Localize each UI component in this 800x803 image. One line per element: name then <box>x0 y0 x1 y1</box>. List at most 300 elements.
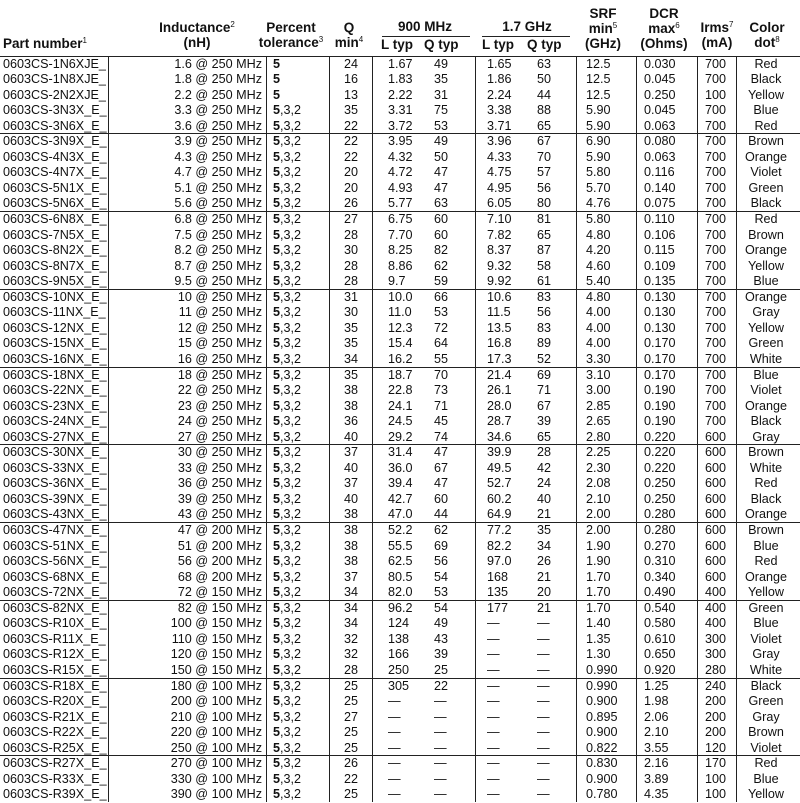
part-number-cell: 0603CS-15NX_E_ <box>3 336 107 351</box>
column-separator <box>329 56 330 802</box>
srf-cell: 4.20 <box>586 243 611 258</box>
irms-cell: 400 <box>705 600 727 615</box>
q-min-cell: 22 <box>343 118 358 133</box>
q-typ-17-cell: — <box>537 616 550 631</box>
l-typ-900-cell: 52.2 <box>388 523 413 537</box>
q-typ-17-cell: 71 <box>537 383 552 398</box>
l-typ-900-cell: 305 <box>388 678 410 693</box>
tolerance-bold-value: 5 <box>273 351 281 366</box>
l-typ-900-cell: 2.22 <box>388 87 413 102</box>
color-dot-cell: Orange <box>744 398 787 413</box>
color-dot-cell: Yellow <box>748 787 784 802</box>
inductance-cell: 68 @ 200 MHz <box>177 569 262 584</box>
tolerance-bold-value: 5 <box>273 491 281 506</box>
tolerance-bold-value: 5 <box>273 383 281 398</box>
l-typ-900-cell: 82.0 <box>388 585 413 600</box>
color-dot-cell: Red <box>754 476 778 491</box>
part-number-cell: 0603CS-R20X_E_ <box>3 694 107 709</box>
q-min-cell: 26 <box>343 196 358 211</box>
srf-cell: 5.90 <box>586 149 611 164</box>
tolerance-bold-value: 5 <box>273 243 281 258</box>
part-number-cell: 0603CS-1N6XJE_ <box>3 56 106 71</box>
irms-cell: 700 <box>705 243 727 258</box>
l-typ-17-cell: 2.24 <box>487 87 512 102</box>
irms-cell: 100 <box>705 771 727 786</box>
tolerance-extra-values: ,3,2 <box>280 274 302 289</box>
tolerance-extra-values: ,3,2 <box>280 445 302 460</box>
color-dot-cell: Violet <box>750 383 782 398</box>
table-row <box>0 57 800 73</box>
l-typ-900-cell: 22.8 <box>388 383 413 398</box>
q-typ-900-cell: — <box>434 787 447 802</box>
header-color-dot: Color dot$^8$ <box>749 20 785 50</box>
srf-cell: 4.80 <box>586 227 611 242</box>
table-row <box>0 383 800 399</box>
tolerance-extra-values: ,3,2 <box>280 227 302 242</box>
tolerance-bold-value: 5 <box>273 678 281 693</box>
irms-cell: 600 <box>705 460 727 475</box>
part-number-cell: 0603CS-72NX_E_ <box>3 585 107 600</box>
srf-cell: 1.70 <box>586 569 611 584</box>
color-dot-cell: Blue <box>753 274 779 289</box>
irms-cell: 400 <box>705 616 727 631</box>
part-number-cell: 0603CS-R27X_E_ <box>3 756 107 771</box>
color-dot-cell: Green <box>748 180 784 195</box>
dcr-cell: 2.06 <box>644 709 669 724</box>
q-min-cell: 25 <box>343 678 358 693</box>
srf-cell: 0.895 <box>586 709 618 724</box>
tolerance-bold-value: 5 <box>273 460 281 475</box>
table-row <box>0 585 800 601</box>
srf-cell: 0.780 <box>586 787 618 802</box>
dcr-cell: 0.490 <box>644 585 676 600</box>
dcr-cell: 1.98 <box>644 694 669 709</box>
table-row <box>0 756 800 772</box>
tolerance-extra-values: ,3,2 <box>280 554 302 569</box>
tolerance-bold-value: 5 <box>273 538 281 553</box>
q-typ-900-cell: 70 <box>434 367 449 382</box>
srf-cell: 2.08 <box>586 476 611 491</box>
q-typ-900-cell: 60 <box>434 212 449 226</box>
part-number-cell: 0603CS-R10X_E_ <box>3 616 107 631</box>
l-typ-17-cell: 21.4 <box>487 367 512 382</box>
dcr-cell: 0.920 <box>644 662 676 677</box>
srf-cell: 5.90 <box>586 103 611 118</box>
inductance-cell: 150 @ 150 MHz <box>170 662 262 677</box>
tolerance-cell <box>273 259 301 275</box>
dcr-cell: 0.250 <box>644 476 676 491</box>
l-typ-900-cell: 24.1 <box>388 398 413 413</box>
tolerance-extra-values: ,3,2 <box>280 507 302 522</box>
irms-cell: 100 <box>705 787 727 802</box>
tolerance-bold-value: 5 <box>273 445 281 460</box>
irms-cell: 700 <box>705 414 727 429</box>
l-typ-17-cell: — <box>487 616 500 631</box>
dcr-cell: 0.130 <box>644 289 676 304</box>
tolerance-bold-value: 5 <box>273 367 281 382</box>
inductance-cell: 390 @ 100 MHz <box>170 787 262 802</box>
l-typ-17-cell: 1.65 <box>487 56 512 71</box>
part-number-cell: 0603CS-2N2XJE_ <box>3 87 106 102</box>
dcr-cell: 0.106 <box>644 227 676 242</box>
inductance-cell: 250 @ 100 MHz <box>170 740 262 755</box>
q-typ-900-cell: 82 <box>434 243 449 258</box>
q-typ-17-cell: — <box>537 678 550 693</box>
l-typ-17-cell: 82.2 <box>487 538 512 553</box>
srf-cell: 5.40 <box>586 274 611 289</box>
tolerance-extra-values: ,3,2 <box>280 165 302 180</box>
part-number-cell: 0603CS-12NX_E_ <box>3 320 107 335</box>
table-row <box>0 259 800 275</box>
q-min-cell: 34 <box>343 616 358 631</box>
tolerance-cell <box>273 321 301 337</box>
q-typ-900-cell: — <box>434 725 447 740</box>
irms-cell: 700 <box>705 305 727 320</box>
color-dot-cell: Violet <box>750 631 782 646</box>
srf-cell: 0.830 <box>586 756 618 771</box>
l-typ-17-cell: 6.05 <box>487 196 512 211</box>
inductance-cell: 180 @ 100 MHz <box>170 678 262 693</box>
l-typ-17-cell: 135 <box>487 585 509 600</box>
irms-cell: 400 <box>705 585 727 600</box>
dcr-cell: 0.063 <box>644 118 676 133</box>
q-typ-900-cell: — <box>434 740 447 755</box>
irms-cell: 700 <box>705 165 727 180</box>
l-typ-17-cell: 26.1 <box>487 383 512 398</box>
inductance-cell: 1.8 @ 250 MHz <box>174 72 262 87</box>
q-min-cell: 34 <box>343 351 358 366</box>
header-900-q-typ: Q typ <box>424 37 459 52</box>
srf-cell: 4.00 <box>586 320 611 335</box>
q-typ-900-cell: 43 <box>434 631 449 646</box>
srf-cell: 0.822 <box>586 740 618 755</box>
q-typ-17-cell: 80 <box>537 196 552 211</box>
tolerance-bold-value: 5 <box>273 196 281 211</box>
l-typ-900-cell: 24.5 <box>388 414 413 429</box>
q-typ-17-cell: 69 <box>537 367 552 382</box>
tolerance-extra-values: ,3,2 <box>280 694 302 709</box>
q-typ-900-cell: 60 <box>434 227 449 242</box>
tolerance-cell <box>273 165 301 181</box>
inductance-cell: 30 @ 250 MHz <box>177 445 262 460</box>
q-typ-900-cell: 72 <box>434 320 449 335</box>
srf-cell: 0.900 <box>586 694 618 709</box>
tolerance-cell <box>273 554 301 570</box>
table-row <box>0 290 800 306</box>
l-typ-900-cell: 3.95 <box>388 134 413 149</box>
tolerance-extra-values: ,3,2 <box>280 538 302 553</box>
color-dot-cell: Brown <box>748 445 784 460</box>
q-typ-17-cell: 67 <box>537 134 552 149</box>
q-min-cell: 38 <box>343 507 358 522</box>
table-row <box>0 274 800 290</box>
q-typ-900-cell: 45 <box>434 414 449 429</box>
l-typ-17-cell: 7.10 <box>487 212 512 226</box>
part-number-cell: 0603CS-4N7X_E_ <box>3 165 107 180</box>
q-typ-17-cell: 44 <box>537 87 552 102</box>
q-typ-900-cell: 53 <box>434 305 449 320</box>
irms-cell: 700 <box>705 351 727 366</box>
q-min-cell: 37 <box>343 569 358 584</box>
tolerance-bold-value: 5 <box>273 274 281 289</box>
inductance-cell: 8.2 @ 250 MHz <box>174 243 262 258</box>
q-typ-900-cell: 25 <box>434 662 449 677</box>
tolerance-cell <box>273 694 301 710</box>
q-typ-900-cell: 56 <box>434 554 449 569</box>
tolerance-cell <box>273 212 301 228</box>
table-row <box>0 601 800 617</box>
l-typ-17-cell: 9.92 <box>487 274 512 289</box>
inductance-cell: 100 @ 150 MHz <box>170 616 262 631</box>
srf-cell: 2.00 <box>586 507 611 522</box>
l-typ-900-cell: 1.67 <box>388 56 413 71</box>
table-row <box>0 228 800 244</box>
srf-cell: 12.5 <box>586 87 611 102</box>
part-number-cell: 0603CS-R25X_E_ <box>3 740 107 755</box>
q-typ-900-cell: 74 <box>434 429 449 444</box>
header-inductance: Inductance$^2$ (nH) <box>159 20 235 50</box>
q-typ-900-cell: 49 <box>434 134 449 149</box>
tolerance-cell <box>273 399 301 415</box>
row-group-separator <box>0 211 800 212</box>
column-separator <box>736 56 737 802</box>
dcr-cell: 0.075 <box>644 196 676 211</box>
table-row <box>0 88 800 104</box>
q-typ-17-cell: 67 <box>537 398 552 413</box>
dcr-cell: 0.190 <box>644 398 676 413</box>
l-typ-900-cell: — <box>388 709 401 724</box>
part-number-cell: 0603CS-56NX_E_ <box>3 554 107 569</box>
color-dot-cell: Orange <box>744 569 787 584</box>
table-row <box>0 212 800 228</box>
q-min-cell: 35 <box>343 103 358 118</box>
tolerance-extra-values: ,3,2 <box>280 569 302 584</box>
table-row <box>0 305 800 321</box>
tolerance-cell <box>273 492 301 508</box>
q-typ-17-cell: 61 <box>537 274 552 289</box>
srf-cell: 1.70 <box>586 600 611 615</box>
inductance-cell: 43 @ 250 MHz <box>177 507 262 522</box>
q-typ-900-cell: 47 <box>434 180 449 195</box>
l-typ-17-cell: — <box>487 631 500 646</box>
srf-cell: 4.80 <box>586 289 611 304</box>
irms-cell: 600 <box>705 507 727 522</box>
q-typ-900-cell: 53 <box>434 585 449 600</box>
tolerance-extra-values: ,3,2 <box>280 383 302 398</box>
l-typ-17-cell: 3.71 <box>487 118 512 133</box>
l-typ-17-cell: 3.38 <box>487 103 512 118</box>
q-typ-17-cell: — <box>537 631 550 646</box>
inductance-cell: 5.6 @ 250 MHz <box>174 196 262 211</box>
part-number-cell: 0603CS-R12X_E_ <box>3 647 107 662</box>
dcr-cell: 0.540 <box>644 600 676 615</box>
tolerance-bold-value: 5 <box>273 631 281 646</box>
l-typ-17-cell: 52.7 <box>487 476 512 491</box>
l-typ-900-cell: 6.75 <box>388 212 413 226</box>
irms-cell: 170 <box>705 756 727 771</box>
l-typ-17-cell: 4.33 <box>487 149 512 164</box>
color-dot-cell: Black <box>750 196 782 211</box>
irms-cell: 600 <box>705 554 727 569</box>
part-number-cell: 0603CS-4N3X_E_ <box>3 149 107 164</box>
inductance-cell: 4.3 @ 250 MHz <box>174 149 262 164</box>
q-typ-17-cell: 28 <box>537 445 552 460</box>
q-typ-900-cell: 59 <box>434 274 449 289</box>
q-typ-17-cell: 52 <box>537 351 552 366</box>
q-min-cell: 27 <box>343 709 358 724</box>
row-group-separator <box>0 367 800 368</box>
q-typ-900-cell: — <box>434 694 447 709</box>
l-typ-17-cell: 77.2 <box>487 523 512 537</box>
l-typ-17-cell: 49.5 <box>487 460 512 475</box>
tolerance-bold-value: 5 <box>273 180 281 195</box>
l-typ-900-cell: — <box>388 756 401 771</box>
tolerance-bold-value: 5 <box>273 725 281 740</box>
part-number-cell: 0603CS-R39X_E_ <box>3 787 107 802</box>
l-typ-17-cell: 168 <box>487 569 509 584</box>
q-typ-900-cell: 47 <box>434 476 449 491</box>
column-separator <box>372 56 373 802</box>
irms-cell: 600 <box>705 523 727 537</box>
l-typ-900-cell: 3.31 <box>388 103 413 118</box>
l-typ-17-cell: 3.96 <box>487 134 512 149</box>
q-typ-900-cell: 73 <box>434 383 449 398</box>
tolerance-cell <box>273 103 301 119</box>
table-row <box>0 368 800 384</box>
q-typ-17-cell: — <box>537 647 550 662</box>
column-separator <box>697 56 698 802</box>
tolerance-cell <box>273 647 301 663</box>
q-typ-900-cell: 62 <box>434 258 449 273</box>
tolerance-extra-values: ,3,2 <box>280 771 302 786</box>
l-typ-900-cell: 16.2 <box>388 351 413 366</box>
srf-cell: 0.990 <box>586 662 618 677</box>
inductance-cell: 36 @ 250 MHz <box>177 476 262 491</box>
inductance-cell: 3.6 @ 250 MHz <box>174 118 262 133</box>
q-typ-17-cell: 35 <box>537 523 552 537</box>
dcr-cell: 3.89 <box>644 771 669 786</box>
tolerance-extra-values: ,3,2 <box>280 414 302 429</box>
tolerance-bold-value: 5 <box>273 212 281 226</box>
tolerance-bold-value: 5 <box>273 289 281 304</box>
inductance-cell: 72 @ 150 MHz <box>177 585 262 600</box>
inductance-cell: 39 @ 250 MHz <box>177 491 262 506</box>
tolerance-bold-value: 5 <box>273 616 281 631</box>
irms-cell: 300 <box>705 631 727 646</box>
l-typ-17-cell: — <box>487 756 500 771</box>
l-typ-17-cell: — <box>487 725 500 740</box>
tolerance-bold-value: 5 <box>273 258 281 273</box>
tolerance-extra-values: ,3,2 <box>280 709 302 724</box>
part-number-cell: 0603CS-3N3X_E_ <box>3 103 107 118</box>
part-number-cell: 0603CS-R18X_E_ <box>3 678 107 693</box>
q-min-cell: 40 <box>343 429 358 444</box>
dcr-cell: 0.310 <box>644 554 676 569</box>
l-typ-900-cell: 42.7 <box>388 491 413 506</box>
inductance-cell: 110 @ 150 MHz <box>171 631 262 646</box>
dcr-cell: 0.045 <box>644 103 676 118</box>
color-dot-cell: Violet <box>750 740 782 755</box>
l-typ-900-cell: — <box>388 694 401 709</box>
tolerance-cell <box>273 290 301 306</box>
q-typ-17-cell: — <box>537 709 550 724</box>
l-typ-900-cell: 31.4 <box>388 445 413 460</box>
srf-cell: 3.00 <box>586 383 611 398</box>
q-min-cell: 28 <box>343 662 358 677</box>
part-number-cell: 0603CS-5N6X_E_ <box>3 196 107 211</box>
tolerance-extra-values: ,3,2 <box>280 600 302 615</box>
tolerance-extra-values: ,3,2 <box>280 756 302 771</box>
l-typ-900-cell: 4.93 <box>388 180 413 195</box>
color-dot-cell: Brown <box>748 523 784 537</box>
table-row <box>0 554 800 570</box>
srf-cell: 0.900 <box>586 725 618 740</box>
part-number-cell: 0603CS-11NX_E_ <box>3 305 106 320</box>
l-typ-900-cell: 10.0 <box>388 289 413 304</box>
srf-cell: 4.60 <box>586 258 611 273</box>
q-min-cell: 31 <box>343 289 358 304</box>
tolerance-cell <box>273 461 301 477</box>
table-row <box>0 647 800 663</box>
table-row <box>0 694 800 710</box>
table-row <box>0 430 800 446</box>
table-row <box>0 196 800 212</box>
tolerance-cell <box>273 725 301 741</box>
inductance-cell: 18 @ 250 MHz <box>177 367 262 382</box>
l-typ-900-cell: 124 <box>388 616 410 631</box>
tolerance-cell <box>273 523 301 539</box>
color-dot-cell: Orange <box>744 507 787 522</box>
tolerance-cell <box>273 772 301 788</box>
dcr-cell: 0.170 <box>644 336 676 351</box>
irms-cell: 700 <box>705 320 727 335</box>
l-typ-900-cell: 7.70 <box>388 227 413 242</box>
l-typ-17-cell: — <box>487 709 500 724</box>
header-17-q-typ: Q typ <box>527 37 562 52</box>
q-typ-900-cell: 50 <box>434 149 449 164</box>
srf-cell: 2.30 <box>586 460 611 475</box>
l-typ-900-cell: 8.86 <box>388 258 413 273</box>
tolerance-extra-values: ,3,2 <box>280 336 302 351</box>
dcr-cell: 0.220 <box>644 445 676 460</box>
q-min-cell: 26 <box>343 756 358 771</box>
tolerance-cell <box>273 616 301 632</box>
inductance-cell: 9.5 @ 250 MHz <box>174 274 262 289</box>
part-number-cell: 0603CS-1N8XJE_ <box>3 72 106 87</box>
tolerance-extra-values: ,3,2 <box>280 149 302 164</box>
srf-cell: 1.90 <box>586 538 611 553</box>
tolerance-bold-value: 5 <box>273 709 281 724</box>
inductance-cell: 33 @ 250 MHz <box>177 460 262 475</box>
l-typ-900-cell: 39.4 <box>388 476 413 491</box>
q-typ-900-cell: 54 <box>434 600 449 615</box>
table-row <box>0 352 800 368</box>
part-number-cell: 0603CS-6N8X_E_ <box>3 212 107 226</box>
irms-cell: 700 <box>705 289 727 304</box>
srf-cell: 4.00 <box>586 336 611 351</box>
tolerance-cell <box>273 228 301 244</box>
irms-cell: 600 <box>705 429 727 444</box>
q-typ-17-cell: 57 <box>537 165 552 180</box>
l-typ-900-cell: — <box>388 787 401 802</box>
dcr-cell: 0.030 <box>644 56 676 71</box>
l-typ-900-cell: 47.0 <box>388 507 413 522</box>
tolerance-cell <box>273 181 301 197</box>
tolerance-extra-values: ,3,2 <box>280 476 302 491</box>
dcr-cell: 0.190 <box>644 414 676 429</box>
tolerance-bold-value: 5 <box>273 149 281 164</box>
inductance-cell: 23 @ 250 MHz <box>177 398 262 413</box>
